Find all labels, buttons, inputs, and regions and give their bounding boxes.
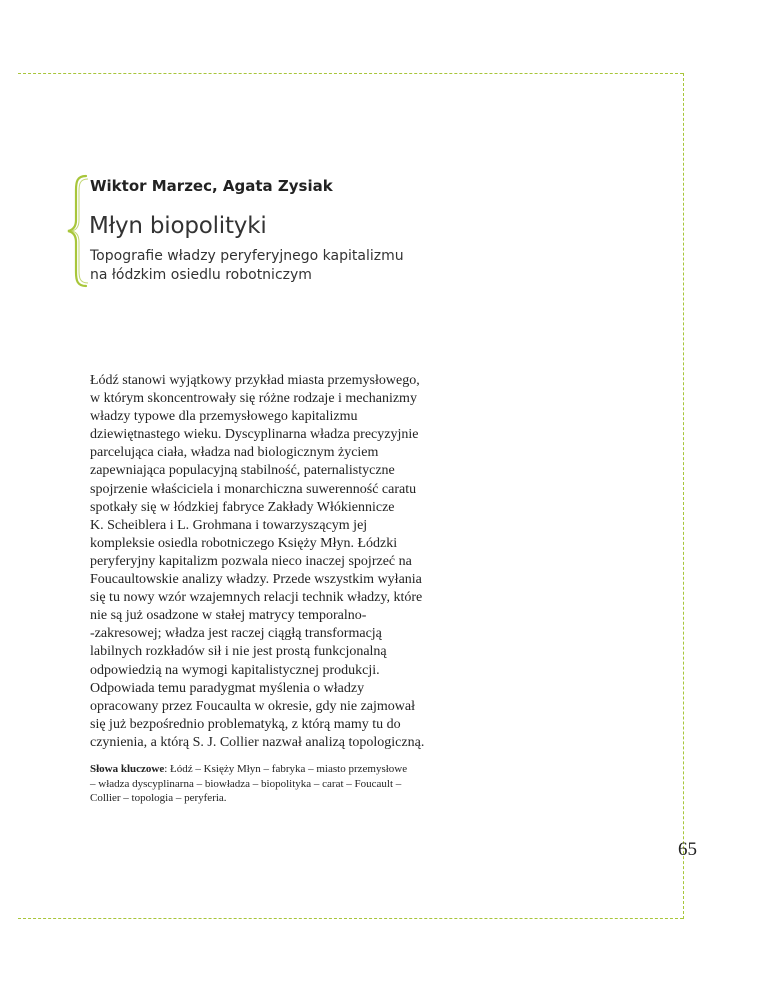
abstract-line: -zakresowej; władza jest raczej ciągłą transformacją	[90, 626, 382, 642]
frame-border-top	[18, 73, 683, 74]
abstract-line: peryferyjny kapitalizm pozwala nieco inaczej spojrzeć na	[90, 553, 412, 569]
keywords	[90, 762, 460, 806]
abstract-line: władzy typowe dla przemysłowego kapitalizmu	[90, 409, 358, 425]
abstract-line: Foucaultowskie analizy władzy. Przede wszystkim wyłania	[90, 572, 422, 588]
abstract-line: się już bezpośrednio problematyką, z którą mamy tu do	[90, 716, 401, 732]
abstract-line: odpowiedzią na wymogi kapitalistycznej produkcji.	[90, 662, 380, 678]
article-subtitle	[90, 247, 404, 285]
abstract-line: spojrzenie właściciela i monarchiczna suwerenność caratu	[90, 481, 417, 497]
keywords-text: : Łódź – Księży Młyn – fabryka – miasto przemysłowe	[164, 763, 408, 775]
abstract-line: Łódź stanowi wyjątkowy przykład miasta przemysłowego,	[90, 373, 420, 388]
abstract-line: parcelująca ciała, władza nad biologicznym życiem	[90, 445, 379, 461]
abstract	[90, 372, 450, 752]
abstract-line: czynienia, a którą S. J. Collier nazwał analizą topologiczną.	[90, 734, 425, 750]
abstract-line: labilnych rozkładów sił i nie jest prostą funkcjonalną	[90, 644, 387, 660]
abstract-line: dziewiętnastego wieku. Dyscyplinarna władza precyzyjnie	[90, 427, 419, 443]
abstract-line: kompleksie osiedla robotniczego Księży Młyn. Łódzki	[90, 535, 398, 551]
keywords-line: Collier – topologia – peryferia.	[90, 792, 227, 804]
subtitle-line: Topografie władzy peryferyjnego kapitalizmu	[90, 248, 404, 264]
article-authors: Wiktor Marzec, Agata Zysiak	[90, 177, 333, 195]
subtitle-line: na łódzkim osiedlu robotniczym	[90, 267, 312, 283]
keywords-line: – władza dyscyplinarna – biowładza – biopolityka – carat – Foucault –	[90, 777, 402, 790]
abstract-line: w którym skoncentrowały się różne rodzaje i mechanizmy	[90, 391, 417, 407]
frame-border-right	[683, 73, 684, 919]
abstract-line: Odpowiada temu paradygmat myślenia o władzy	[90, 680, 365, 696]
abstract-line: się tu nowy wzór wzajemnych relacji technik władzy, które	[90, 590, 423, 606]
keywords-line	[90, 762, 460, 777]
abstract-line: spotkały się w łódzkiej fabryce Zakłady Włókiennicze	[90, 499, 395, 515]
page-number: 65	[678, 839, 697, 860]
abstract-line: K. Scheiblera i L. Grohmana i towarzyszącym jej	[90, 517, 368, 533]
article-title: Młyn biopolityki	[89, 213, 267, 239]
abstract-line: zapewniająca populacyjną stabilność, paternalistyczne	[90, 463, 395, 479]
abstract-line: opracowany przez Foucaulta w okresie, gdy nie zajmował	[90, 698, 415, 714]
frame-border-bottom	[18, 918, 683, 919]
abstract-line: nie są już osadzone w stałej matrycy temporalno-	[90, 608, 367, 624]
curly-brace-icon	[66, 174, 88, 288]
keywords-label: Słowa kluczowe	[90, 763, 165, 775]
